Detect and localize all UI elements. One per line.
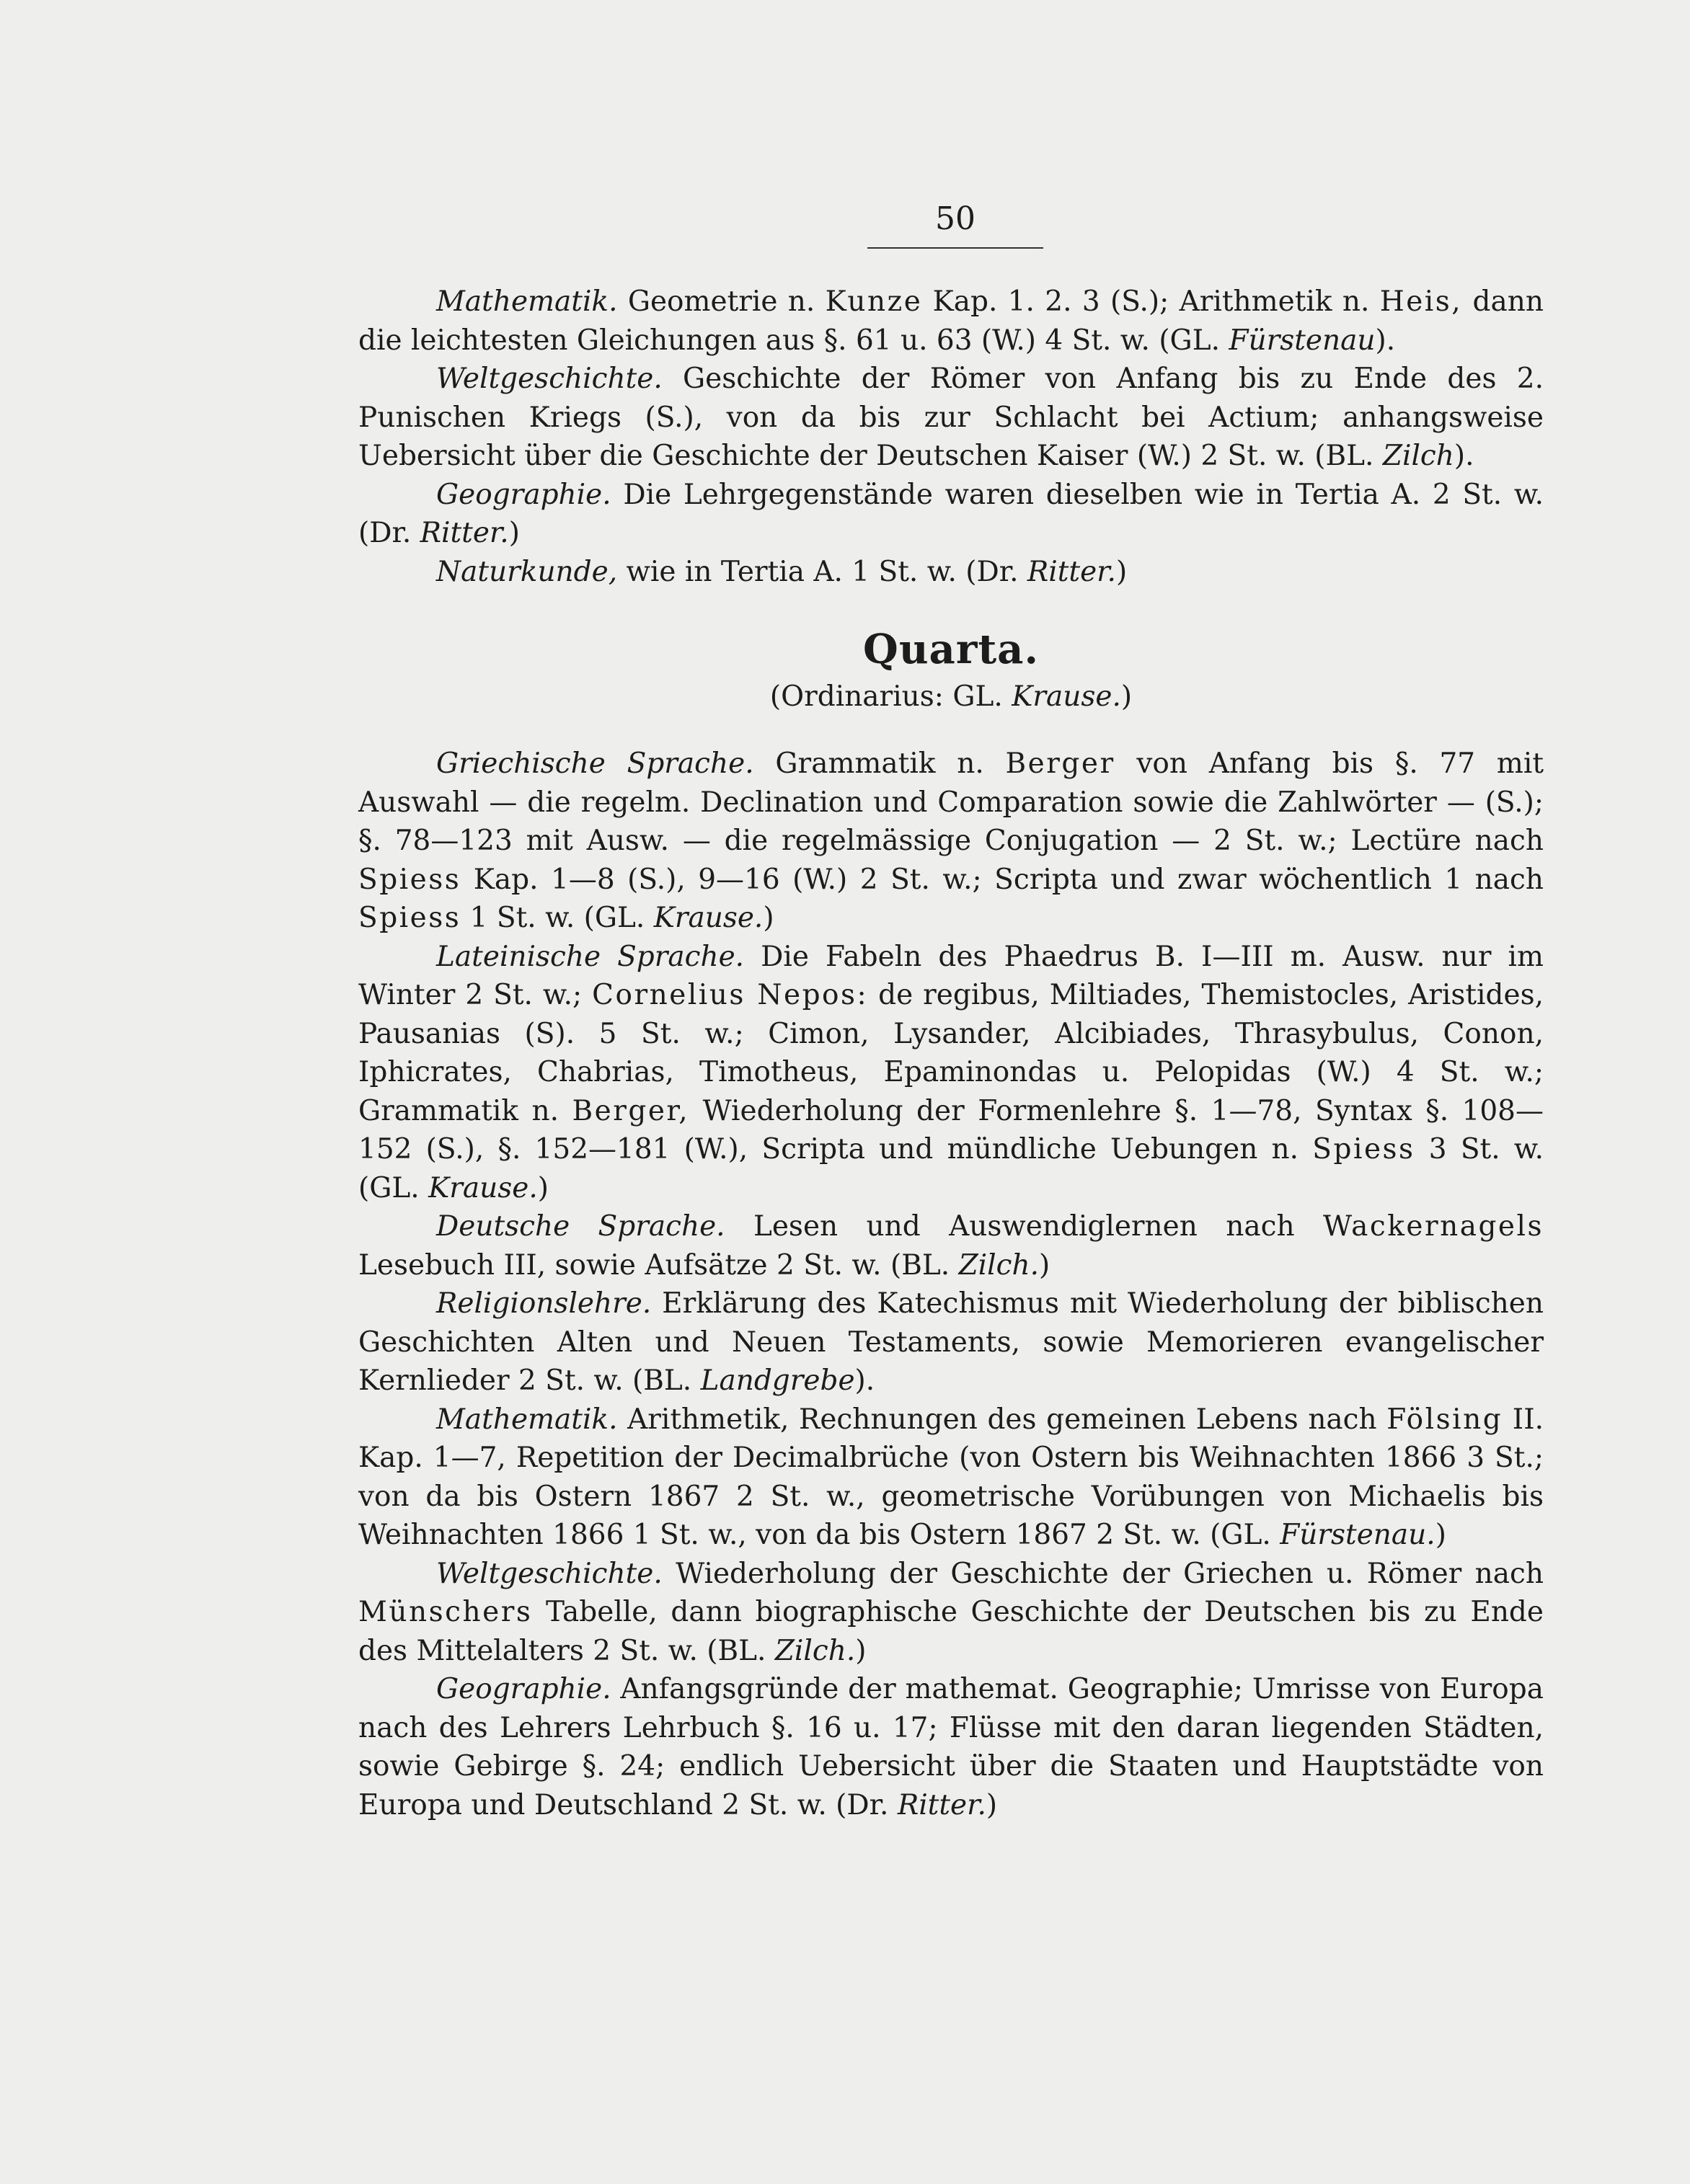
subject-label: Griechische Sprache. <box>436 747 754 780</box>
quarta-section <box>358 745 1544 1824</box>
subject-label: Weltgeschichte. <box>436 363 663 395</box>
paragraph-end: ) <box>1038 1248 1050 1282</box>
paragraph-text: Geschichte der Römer von Anfang bis zu Ende des 2. Punischen Kriegs (S.), von da bis zur Schlacht bei Actium; anhangsweise Uebersicht über die Geschichte der Deutschen Kaiser (W.) 2 St. w. (BL. <box>358 363 1544 472</box>
author-name: Spiess <box>1312 1133 1415 1166</box>
paragraph-text: Geometrie n. <box>627 285 815 318</box>
paragraph-text: Erklärung des Katechismus mit Wiederholung der biblischen Geschichten Alten und Neuen Testaments, sowie Memorieren evangelischer Kernlieder 2 St. w. (BL. <box>358 1287 1544 1397</box>
teacher-name: Zilch <box>1382 440 1454 472</box>
teacher-name: Ritter. <box>897 1788 986 1821</box>
page-number-rule <box>867 247 1043 249</box>
teacher-name: Zilch. <box>774 1634 856 1667</box>
paragraph-end: ) <box>986 1788 998 1821</box>
subject-label: Lateinische Sprache. <box>436 940 745 973</box>
paragraph-text: Arithmetik, Rechnungen des gemeinen Lebens nach <box>627 1403 1377 1436</box>
ordinarius-label: (Ordinarius: GL. <box>769 680 1003 713</box>
paragraph-text: dann die leichtesten Gleichungen aus §. 61 u. 63 (W.) 4 St. w. (GL. <box>358 285 1544 357</box>
ordinarius-end: ) <box>1120 680 1133 713</box>
paragraph-text: Tabelle, dann biographische Geschichte der Deutschen bis zu Ende des Mittelalters 2 St. w. (BL. <box>358 1596 1544 1667</box>
paragraph-end: ) <box>1115 555 1128 588</box>
teacher-name: Ritter. <box>1027 555 1116 588</box>
teacher-name: Fürstenau. <box>1280 1519 1435 1551</box>
author-name: Münschers <box>358 1596 533 1628</box>
paragraph-text: 3 St. w. (GL. <box>358 1133 1544 1204</box>
paragraph-weltgeschichte-quarta <box>358 1555 1544 1671</box>
paragraph-text: Anfangsgründe der mathemat. Geographie; Umrisse von Europa nach des Lehrers Lehrbuch §. 16 u. 17; Flüsse mit den daran liegenden Städten, sowie Gebirge §. 24; endlich Uebersicht über die Staaten und Hauptstädte von Europa und Deutschland 2 St. w. (Dr. <box>358 1673 1544 1821</box>
paragraph-end: ). <box>854 1364 875 1397</box>
paragraph-weltgeschichte <box>358 360 1544 476</box>
subject-label: Naturkunde, <box>436 555 618 588</box>
author-name: Spiess <box>358 902 461 934</box>
page-number: 50 <box>935 200 975 237</box>
teacher-name: Krause. <box>1012 680 1121 713</box>
subject-label: Geographie. <box>436 478 611 511</box>
paragraph-mathematik-quarta <box>358 1400 1544 1555</box>
paragraph-religion <box>358 1284 1544 1400</box>
paragraph-end: ) <box>763 902 774 934</box>
author-name: Wackernagels <box>1322 1210 1544 1243</box>
teacher-name: Krause. <box>653 902 764 934</box>
paragraph-mathematik <box>358 283 1544 360</box>
teacher-name: Landgrebe <box>700 1364 855 1397</box>
paragraph-naturkunde <box>358 553 1544 592</box>
paragraph-text: wie in Tertia A. 1 St. w. (Dr. <box>626 555 1019 588</box>
paragraph-text: Kap. 1—8 (S.), 9—16 (W.) 2 St. w.; Scripta und zwar wöchentlich 1 nach <box>473 863 1544 896</box>
ordinarius-line <box>358 678 1544 716</box>
paragraph-text: Lesebuch III, sowie Aufsätze 2 St. w. (BL. <box>358 1248 950 1282</box>
paragraph-text: Lesen und Auswendiglernen nach <box>753 1210 1295 1243</box>
paragraph-text: 1 St. w. (GL. <box>469 902 645 934</box>
paragraph-text: Wiederholung der Formenlehre §. 1—78, Syntax §. 108—152 (S.), §. 152—181 (W.), Scripta und mündliche Uebungen n. <box>358 1094 1544 1166</box>
subject-label: Geographie. <box>436 1673 611 1705</box>
subject-label: Mathematik. <box>436 1403 618 1436</box>
paragraph-geographie-quarta <box>358 1670 1544 1824</box>
paragraph-deutsch <box>358 1207 1544 1284</box>
paragraph-end: ) <box>855 1634 867 1667</box>
section-heading-quarta: Quarta. <box>863 626 1039 673</box>
subject-label: Mathematik. <box>436 285 618 318</box>
paragraph-end: ) <box>1435 1519 1446 1551</box>
paragraph-end: ) <box>508 517 520 549</box>
author-name: Kunze <box>825 285 923 318</box>
paragraph-text: II. Kap. 1—7, Repetition der Decimalbrüche (von Ostern bis Weihnachten 1866 3 St.; von da bis Ostern 1867 2 St. w., geometrische Vorübungen von Michaelis bis Weihnachten 1866 1 St. w., von da bis Ostern 1867 2 St. w. (GL. <box>358 1403 1544 1551</box>
paragraph-griechisch <box>358 745 1544 938</box>
paragraph-text: Kap. 1. 2. 3 (S.); Arithmetik n. <box>932 285 1370 318</box>
subject-label: Deutsche Sprache. <box>436 1210 725 1243</box>
paragraph-end: ) <box>537 1171 549 1204</box>
upper-section <box>358 283 1544 591</box>
author-name: Fölsing <box>1386 1403 1503 1436</box>
author-name: Berger <box>1005 747 1115 780</box>
author-name: Spiess <box>358 863 461 896</box>
paragraph-end: ). <box>1454 440 1474 472</box>
teacher-name: Zilch. <box>958 1248 1039 1282</box>
author-name: Heis, <box>1379 285 1463 318</box>
teacher-name: Ritter. <box>420 517 509 549</box>
paragraph-text: Die Fabeln des Phaedrus B. I—III m. Ausw. nur im Winter 2 St. w.; <box>358 940 1544 1011</box>
paragraph-text: Die Lehrgegenstände waren dieselben wie in Tertia A. 2 St. w. (Dr. <box>358 478 1544 549</box>
author-name: Cornelius Nepos: <box>592 979 869 1011</box>
subject-label: Religionslehre. <box>436 1287 652 1320</box>
paragraph-text: Grammatik n. <box>775 747 984 780</box>
author-name: Berger, <box>572 1094 690 1127</box>
teacher-name: Fürstenau <box>1229 324 1376 357</box>
paragraph-text: Wiederholung der Geschichte der Griechen u. Römer nach <box>676 1557 1544 1590</box>
paragraph-end: ). <box>1375 324 1396 357</box>
subject-label: Weltgeschichte. <box>436 1557 663 1590</box>
paragraph-geographie <box>358 476 1544 553</box>
paragraph-latein <box>358 938 1544 1208</box>
paragraph-text: de regibus, Miltiades, Themistocles, Aristides, Pausanias (S). 5 St. w.; Cimon, Lysander, Alcibiades, Thrasybulus, Conon, Iphicrates, Chabrias, Timotheus, Epaminondas u. Pelopidas (W.) 4 St. w.; Grammatik n. <box>358 979 1544 1127</box>
teacher-name: Krause. <box>428 1171 538 1204</box>
paragraph-text: von Anfang bis §. 77 mit Auswahl — die regelm. Declination und Comparation sowie die Zahlwörter — (S.); §. 78—123 mit Ausw. — die regelmässige Conjugation — 2 St. w.; Lectüre nach <box>358 747 1544 857</box>
